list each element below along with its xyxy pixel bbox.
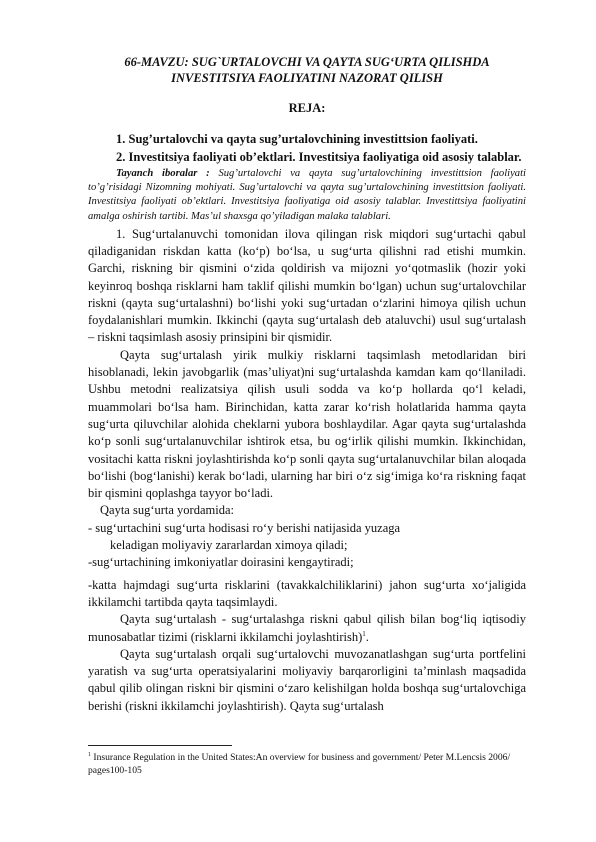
key-terms xyxy=(88,167,526,224)
plan-item-1: 1. Sug’urtalovchi va qayta sug’urtalovchining investittsion faoliyati. xyxy=(116,132,478,147)
title-line-2: INVESTITSIYA FAOLIYATINI NAZORAT QILISH xyxy=(171,71,443,85)
list-item-1: - sug‘urtachini sug‘urta hodisasi ro‘y berishi natijasida yuzaga xyxy=(88,520,401,535)
definition-text: Qayta sug‘urtalash - sug‘urtalashga riskni qabul qilish bilan bog‘liq iqtisodiy munosabatlar tizimi (risklarni ikkilamchi joylashtirish) xyxy=(88,612,526,644)
paragraph-1: 1. Sug‘urtalanuvchi tomonidan ilova qilingan risk miqdori sug‘urtachi qabul qiladiganidan riskdan katta (ko‘p) bo‘lsa, u sug‘urta qilishni rad etishi mumkin. Garchi, riskning bir qismini o‘zida qoldirish va mijozni yo‘qotmaslik (hozir yoki keyinroq boshqa risklarni ham taklif qilishi mumkin bo‘lgan) uchun sug‘urtalovchilar riskni (qayta sug‘urtalashni) bo‘lishi yoki sug‘urtadan o‘zlarini himoya qilish uchun foydalanishlari mumkin. Ikkinchi (qayta sug‘urtalash deb ataluvchi) usul sug‘urtalash – riskni taqsimlash asosiy prinsipini bir qismidir. xyxy=(88,226,526,345)
list-item-2: -sug‘urtachining imkoniyatlar doirasini kengaytiradi; xyxy=(88,555,354,570)
footnote xyxy=(88,751,526,777)
definition-end: . xyxy=(365,629,369,644)
list-intro: Qayta sug‘urta yordamida: xyxy=(100,503,234,518)
paragraph-3: Qayta sug‘urtalash orqali sug‘urtalovchi muvozanatlashgan sug‘urta portfelini yaratish va sug‘urta operatsiyalarini moliyaviy barqarorligini ta’minlash maqsadida qabul qilib olingan riskni bir qismini o‘zaro kelishilgan holda boshqa sug‘urtalovchiga berishi (riskni ikkilamchi joylashtirish). Qayta sug‘urtalash xyxy=(88,646,526,713)
key-terms-label: Tayanch iboralar : xyxy=(116,167,210,179)
title-line-1: 66-MAVZU: SUG`URTALOVCHI VA QAYTA SUG‘URTA QILISHDA xyxy=(124,55,490,69)
paragraph-2: Qayta sug‘urtalash yirik mulkiy risklarni taqsimlash metodlaridan biri hisoblanadi, lekin javobgarlik (mas’uliyat)ni sug‘urtalashda kamdan kam qo‘llaniladi. Ushbu metodni realizatsiya qilish usuli sodda va ko‘p hollarda qo‘l keladi, muammolari bo‘lsa ham. Birinchidan, katta zarar ko‘rish holatlarida hamma qayta sug‘urta qiluvchilar alohida cheklarni yubora boshlaydilar. Agar qayta sug‘urtalashda ko‘p sonli sug‘urtalanuvchilar ishtirok etsa, bu og‘irlik qilishi mumkin. Ikkinchidan, vositachi katta riskni joylashtirishda ko‘p sonli qayta sug‘urtalanuvchilar bilan aloqada bo‘lishi (bog‘lanishi) kerak bo‘ladi, ularning har biri o‘z sig‘imiga ko‘ra riskning faqat bir qismini qoplashga tayyor bo‘ladi. xyxy=(88,347,526,501)
footnote-reference[interactable]: 1 xyxy=(362,629,366,638)
list-item-1-continued: keladigan moliyaviy zararlardan ximoya qiladi; xyxy=(110,538,348,553)
document-title xyxy=(88,54,526,86)
list-item-3: -katta hajmdagi sug‘urta risklarini (tavakkalchiliklarini) jahon sug‘urta xo‘jaligida ikkilamchi tartibda qayta taqsimlaydi. xyxy=(88,577,526,609)
footnote-marker: 1 xyxy=(88,751,91,758)
footnote-text: Insurance Regulation in the United States:An overview for business and government/ Peter M.Lencsis 2006/ pages100-105 xyxy=(88,752,511,776)
plan-heading: REJA: xyxy=(288,101,326,115)
paragraph-definition xyxy=(88,611,526,646)
document-page xyxy=(88,54,526,715)
footnote-divider xyxy=(88,745,232,746)
key-terms-text: Sug’urtalovchi va qayta sug’urtalovchining investittsion faoliyati to’g’risidagi Nizomning mohiyati. Sug’urtalovchi va qayta sug’urtalovchining investittsion faoliyati. Investitsiya faoliyati ob’ektlari. Investitsiya faoliyatiga oid asosiy talablar. Investittsiya faoliyatini amalga oshirish tartibi. Mas’ul shaxsga qo’yiladigan malaka talablari. xyxy=(88,167,526,222)
plan-item-2: 2. Investitsiya faoliyati ob’ektlari. Investitsiya faoliyatiga oid asosiy talablar. xyxy=(116,149,522,164)
